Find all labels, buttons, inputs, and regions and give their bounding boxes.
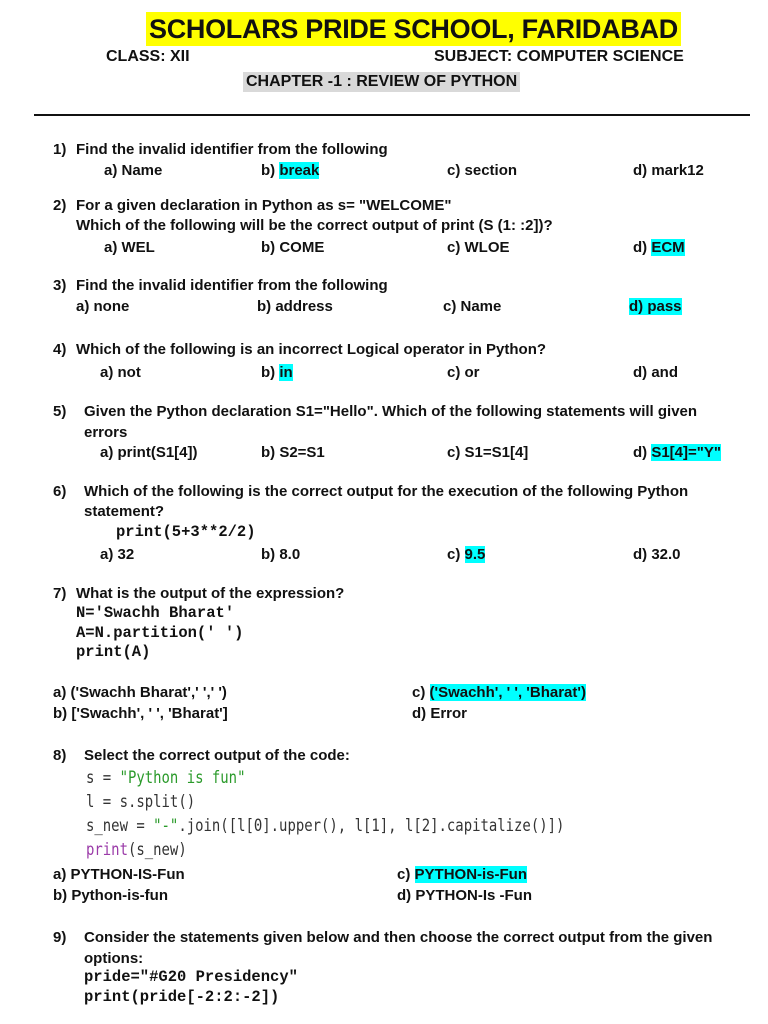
code-line: pride="#G20 Presidency" [84,968,298,986]
answer-highlight: PYTHON-is-Fun [414,866,528,883]
question-text: Consider the statements given below and then choose the correct output from the given [84,929,713,946]
option-d: d) ECM [633,239,685,256]
question-number: 4) [53,341,67,358]
class-label: CLASS: XII [106,48,190,65]
code-line: print(pride[-2:2:-2]) [84,988,280,1006]
answer-highlight: 9.5 [464,546,486,563]
answer-highlight: ('Swachh', ' ', 'Bharat') [429,684,586,701]
option-c: c) 9.5 [447,546,486,563]
school-name: SCHOLARS PRIDE SCHOOL, FARIDABAD [146,12,681,46]
code-line: l = s.split() [86,792,196,812]
question-text-line2: Which of the following will be the correct output of print (S (1: :2])? [76,217,553,234]
question-number: 5) [53,403,67,420]
question-text: Which of the following is the correct output for the execution of the following Python [84,483,689,500]
code-line: A=N.partition(' ') [76,624,244,642]
option-c: c) PYTHON-is-Fun [397,866,528,883]
code-line: print(A) [76,643,151,661]
answer-highlight: break [279,162,320,179]
answer-highlight: d) pass [629,298,682,315]
question-text: Given the Python declaration S1="Hello". Which of the following statements will given [84,403,698,420]
answer-highlight: in [279,364,293,381]
question-text: Find the invalid identifier from the following [76,141,388,158]
question-text-line2: statement? [84,503,165,520]
question-number: 6) [53,483,67,500]
code-line: print(5+3**2/2) [116,523,256,541]
code-line: s = "Python is fun" [86,768,246,788]
option-c: c) Name [443,298,502,315]
option-c: c) ('Swachh', ' ', 'Bharat') [412,684,586,701]
code-line: print(s_new) [86,840,187,860]
option-b: b) S2=S1 [261,444,325,461]
option-a: a) none [76,298,130,315]
option-d: d) S1[4]="Y" [633,444,721,461]
question-text-line2: options: [84,950,144,967]
answer-highlight: S1[4]="Y" [651,444,721,461]
question-text: Find the invalid identifier from the following [76,277,388,294]
option-c: c) section [447,162,518,179]
option-a: a) 32 [100,546,135,563]
chapter-title: CHAPTER -1 : REVIEW OF PYTHON [243,72,520,92]
question-number: 8) [53,747,67,764]
option-d: d) PYTHON-Is -Fun [397,887,532,904]
option-a: a) not [100,364,141,381]
option-a: a) ('Swachh Bharat',' ',' ') [53,684,227,701]
code-line: N='Swachh Bharat' [76,604,235,622]
option-b: b) address [257,298,333,315]
option-b: b) 8.0 [261,546,301,563]
option-c: c) or [447,364,480,381]
option-a: a) WEL [104,239,155,256]
option-b: b) in [261,364,293,381]
option-b: b) COME [261,239,325,256]
option-b: b) break [261,162,320,179]
question-number: 7) [53,585,67,602]
subject-label: SUBJECT: COMPUTER SCIENCE [434,48,684,65]
question-number: 9) [53,929,67,946]
answer-highlight: ECM [651,239,685,256]
question-text: For a given declaration in Python as s= "WELCOME" [76,197,452,214]
question-number: 2) [53,197,67,214]
question-text: Select the correct output of the code: [84,747,350,764]
option-a: a) print(S1[4]) [100,444,198,461]
option-c: c) WLOE [447,239,510,256]
option-b: b) Python-is-fun [53,887,168,904]
option-c: c) S1=S1[4] [447,444,529,461]
code-line: s_new = "-".join([l[0].upper(), l[1], l[2].capitalize()]) [86,816,565,836]
question-number: 3) [53,277,67,294]
question-text: What is the output of the expression? [76,585,345,602]
option-b: b) ['Swachh', ' ', 'Bharat'] [53,705,228,722]
option-d [629,298,682,316]
option-a: a) Name [104,162,163,179]
option-d: d) mark12 [633,162,704,179]
option-d: d) and [633,364,678,381]
option-d: d) Error [412,705,468,722]
option-a: a) PYTHON-IS-Fun [53,866,185,883]
question-number: 1) [53,141,67,158]
question-text: Which of the following is an incorrect Logical operator in Python? [76,341,547,358]
header-divider [34,114,750,116]
question-text-line2: errors [84,424,128,441]
option-d: d) 32.0 [633,546,681,563]
